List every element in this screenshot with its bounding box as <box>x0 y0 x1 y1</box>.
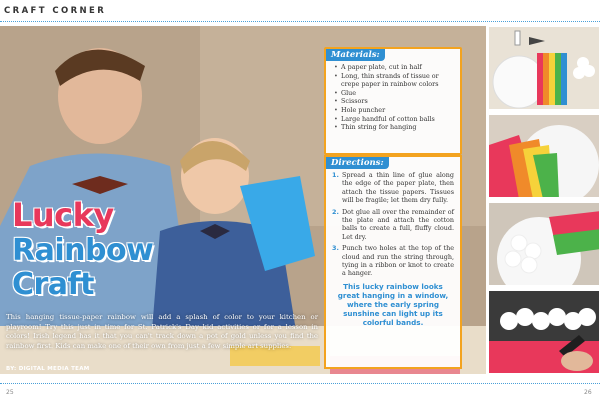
step-text: Punch two holes at the top of the cloud and run the string through, tying in a ribbon or knot to create a hanger. <box>342 244 454 278</box>
page-number-left: 25 <box>6 389 14 396</box>
list-item <box>332 208 454 242</box>
directions-heading: Directions: <box>326 157 389 169</box>
step1-photo-illustration <box>489 115 600 198</box>
list-item: • Glue <box>332 89 454 98</box>
step-text: Dot glue all over the remainder of the plate and attach the cotton balls to create a full, fluffy cloud. Let dry. <box>342 207 454 241</box>
footer-divider <box>0 383 600 384</box>
list-item: • Large handful of cotton balls <box>332 115 454 124</box>
step-number: 1. <box>332 171 339 179</box>
photo-step-3 <box>488 290 600 374</box>
photo-step-1 <box>488 114 600 198</box>
byline: BY: DIGITAL MEDIA TEAM <box>6 366 90 372</box>
section-label: CRAFT CORNER <box>4 6 107 16</box>
intro-paragraph: This hanging tissue-paper rainbow will add a splash of color to your kitchen or playroom! Try this just in time for St. Patrick's Day kid activities or for a lesson in colors! Irish legend has it that you can't track down a pot of gold unless you find the rainbow first. Kids can make one of their own from just a few simple art supplies. <box>6 313 318 350</box>
materials-photo-illustration <box>489 27 600 110</box>
materials-list <box>332 63 454 132</box>
directions-box <box>324 155 462 369</box>
list-item <box>332 244 454 278</box>
photo-step-2 <box>488 202 600 286</box>
page-number-right: 26 <box>584 389 592 396</box>
step-number: 2. <box>332 207 339 216</box>
materials-heading: Materials: <box>326 49 385 61</box>
callout-text: This lucky rainbow looks great hanging in a window, where the early spring sunshine can light up its colorful bands. <box>337 281 449 327</box>
step3-photo-illustration <box>489 291 600 374</box>
step-number: 3. <box>332 244 339 253</box>
step-text: Spread a thin line of glue along the edge of the paper plate, then attach the tissue papers. Tissues will be fragile; let them dry fully. <box>342 171 454 205</box>
list-item: • Scissors <box>332 97 454 106</box>
directions-list <box>332 171 454 278</box>
list-item: • Long, thin strands of tissue or crepe paper in rainbow colors <box>332 72 454 89</box>
step-photos <box>488 26 600 374</box>
photo-materials <box>488 26 600 110</box>
list-item: • A paper plate, cut in half <box>332 63 454 72</box>
list-item: • Hole puncher <box>332 106 454 115</box>
step2-photo-illustration <box>489 203 600 286</box>
list-item <box>332 171 454 205</box>
page-header <box>0 0 600 24</box>
materials-box <box>324 47 462 155</box>
title-line-3: Craft <box>12 267 94 302</box>
list-item: • Thin string for hanging <box>332 123 454 132</box>
title-line-2: Rainbow <box>12 233 154 268</box>
header-divider <box>0 21 600 22</box>
title-line-1: Lucky <box>12 196 114 234</box>
